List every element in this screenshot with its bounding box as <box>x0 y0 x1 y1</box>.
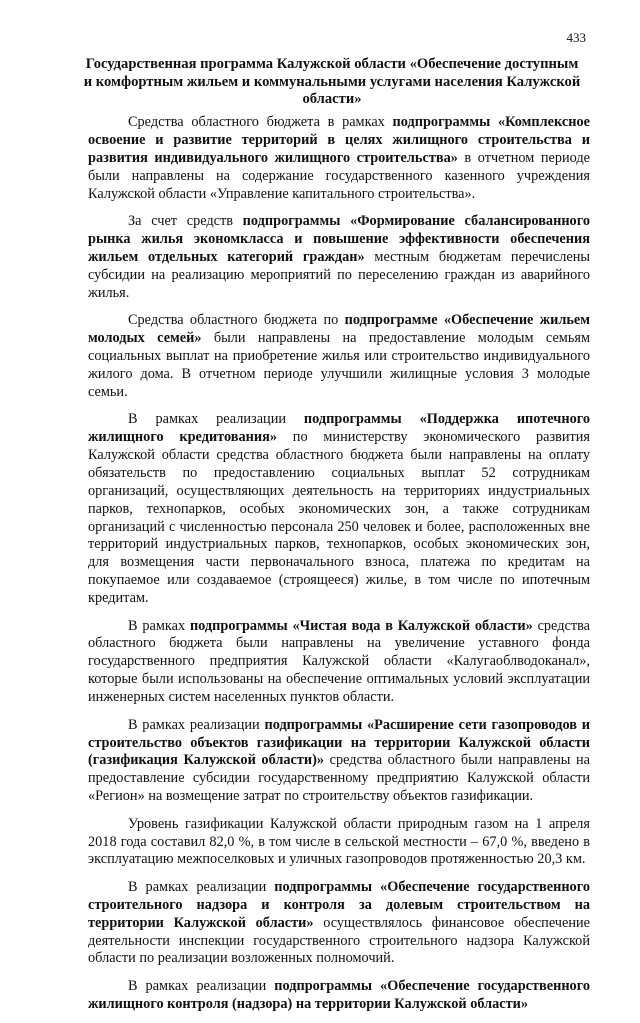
paragraph <box>88 816 590 870</box>
paragraph-text: Уровень газификации Калужской области природным газом на 1 апреля 2018 года составил 82,0 %, в том числе в сельской местности – 67,0 %, введено в эксплуатацию межпоселковых и уличных газопроводов протяженностью 20,3 км. <box>88 815 590 868</box>
subprogram-name: подпрограммы «Формирование сбалансированного рынка жилья экономкласса и повышение эффективности обеспечения жильем отдельных категорий граждан» <box>88 213 590 265</box>
paragraph-text: в отчетном периоде были направлены на содержание государственного казенного учреждения Калужской области «Управление капитального строительства». <box>88 149 590 202</box>
paragraph-text: В рамках реализации <box>128 411 304 428</box>
paragraph <box>88 717 590 807</box>
paragraph <box>88 312 590 402</box>
document-title: Государственная программа Калужской области «Обеспечение доступным и комфортным жильем и коммунальными услугами населения Калужской области» <box>83 56 581 107</box>
paragraph-text: Средства областного бюджета по <box>128 312 345 329</box>
page-number: 433 <box>566 30 586 45</box>
paragraph-text: В рамках <box>128 617 190 634</box>
paragraph <box>88 114 590 204</box>
subprogram-name: подпрограмме «Обеспечение жильем молодых семей» <box>88 312 590 346</box>
paragraph-text: В рамках реализации <box>128 977 275 994</box>
paragraph <box>88 978 590 1014</box>
subprogram-name: подпрограммы «Чистая вода в Калужской области» <box>189 617 533 634</box>
paragraph <box>88 411 590 608</box>
paragraph-text: В рамках реализации <box>128 716 265 733</box>
subprogram-name: подпрограммы «Обеспечение государственного жилищного контроля (надзора) на территории Калужской области» <box>88 977 590 1012</box>
document-body <box>88 114 590 1023</box>
paragraph-text: средства областного были направлены на предоставление субсидии государственному предприятию Калужской области «Регион» на возмещение затрат по строительству объектов газификации. <box>88 752 590 805</box>
subprogram-name: подпрограммы «Комплексное освоение и развитие территорий в целях жилищного строительства и развития индивидуального жилищного строительства» <box>88 114 590 166</box>
paragraph-text: Средства областного бюджета в рамках <box>128 114 393 130</box>
subprogram-name: подпрограммы «Поддержка ипотечного жилищного кредитования» <box>88 411 591 445</box>
paragraph-text: За счет средств <box>128 213 243 230</box>
paragraph <box>88 879 590 969</box>
paragraph-text: средства областного бюджета были направлены на увеличение уставного фонда государственного предприятия Калужской области «Калугаоблводоканал», которые были использованы на обеспечение оптимальных условий эксплуатации инженерных систем населенных пунктов области. <box>88 617 590 706</box>
paragraph-text: были направлены на предоставление молодым семьям социальных выплат на приобретение жилья или строительство индивидуального жилого дома. В отчетном периоде улучшили жилищные условия 3 молодые семьи. <box>88 329 590 400</box>
subprogram-name: подпрограммы «Обеспечение государственного строительного надзора и контроля за долевым строительством на территории Калужской области» <box>88 878 590 931</box>
paragraph-text: местным бюджетам перечислены субсидии на реализацию мероприятий по переселению граждан из аварийного жилья. <box>88 248 590 301</box>
paragraph <box>88 213 590 303</box>
subprogram-name: подпрограммы «Расширение сети газопроводов и строительство объектов газификации на территории Калужской области (газификация Калужской области)» <box>88 716 590 769</box>
paragraph-text: В рамках реализации <box>128 878 275 895</box>
paragraph-text: осуществлялось финансовое обеспечение деятельности инспекции государственного строительного надзора Калужской области по реализации возложенных полномочий. <box>88 914 590 967</box>
paragraph-text: по министерству экономического развития Калужской области средства областного бюджета были направлены на оплату обязательств по предоставлению социальных выплат 52 сотрудникам организаций, осуществляющих деятельность на территориях индустриальных парков, технопарков, особых экономических зон, а также сотрудникам организаций с численностью персонала 250 человек и более, расположенных вне территорий индустриальных парков, технопарков, особых экономических зон, для возмещения части первоначального взноса, платежа по кредитам на покупаемое или создаваемое (строящееся) жилье, в том числе по ипотечным кредитам. <box>88 429 590 607</box>
paragraph <box>88 618 590 708</box>
